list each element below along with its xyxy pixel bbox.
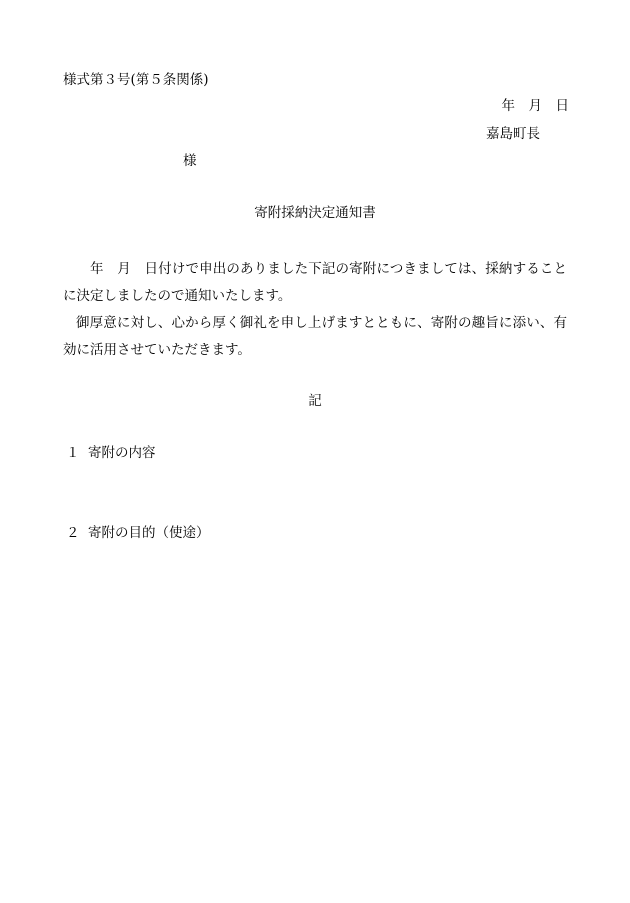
form-number: 様式第３号(第５条関係) (63, 72, 209, 88)
item-label: 寄附の内容 (88, 445, 156, 461)
body-paragraph-notice: 年 月 日付けで申出のありました下記の寄附につきましては、採納することに決定しましたので通知いたします。 (63, 261, 567, 304)
date-line: 年 月 日 (501, 98, 569, 114)
mayor-title: 嘉島町長 (486, 126, 540, 142)
item-number: ２ (66, 525, 80, 541)
document-title: 寄附採納決定通知書 (254, 205, 376, 221)
body-paragraph-thanks: 御厚意に対し、心から厚く御礼を申し上げますとともに、寄附の趣旨に添い、有効に活用させていただきます。 (63, 315, 567, 358)
list-item (66, 447, 156, 461)
item-number: １ (66, 445, 80, 461)
recipient-honorific: 様 (183, 153, 197, 169)
list-item (66, 527, 210, 541)
item-label: 寄附の目的（使途） (88, 525, 210, 541)
record-heading: 記 (308, 393, 322, 409)
